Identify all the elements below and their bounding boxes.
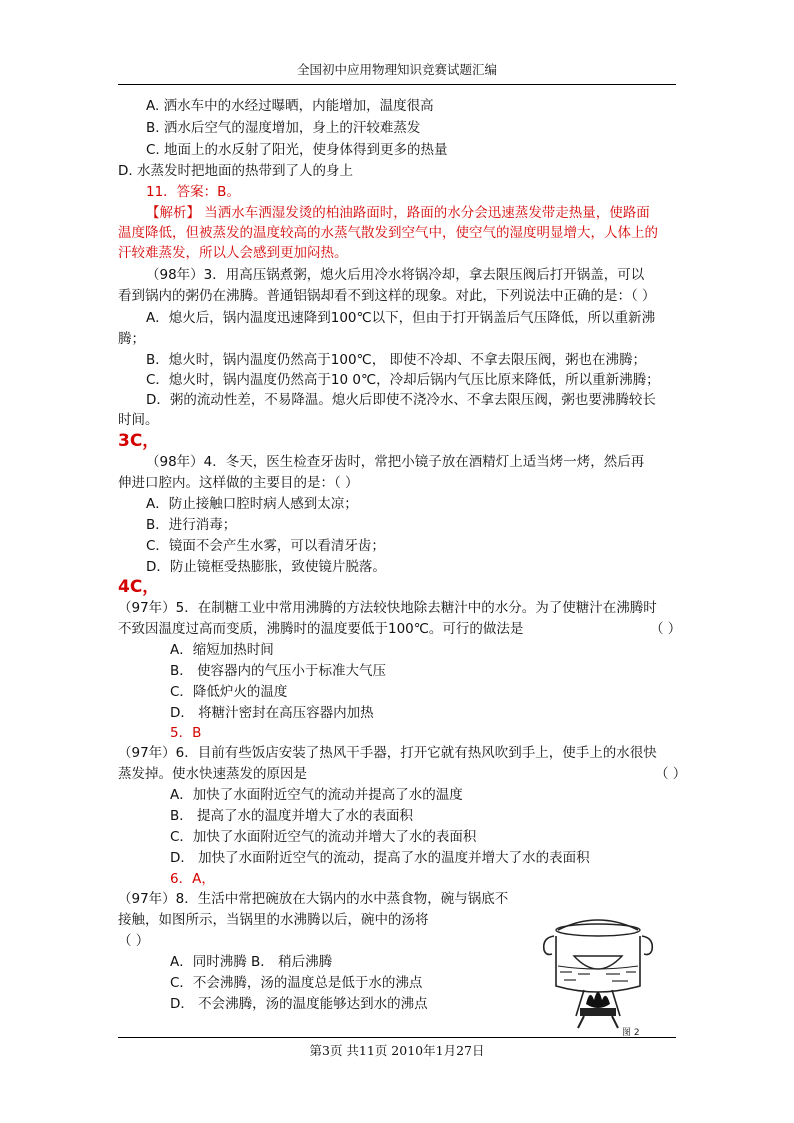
q5-option-c: C．降低炉火的温度 <box>170 684 288 700</box>
q4-stem-line-2: 伸进口腔内。这样做的主要目的是：（ ） <box>118 475 359 491</box>
q5-option-a: A．缩短加热时间 <box>170 642 274 658</box>
q6-stem-line-2: 蒸发掉。使水快速蒸发的原因是 <box>118 766 307 782</box>
q4-option-d: D．防止镜框受热膨胀，致使镜片脱落。 <box>146 559 386 575</box>
q8-stem-line-3: （ ） <box>118 933 150 949</box>
q6-answer-bracket: （ ） <box>655 766 687 782</box>
q5-option-d: D． 将糖汁密封在高压容器内加热 <box>170 705 374 721</box>
q5-answer-bracket: （ ） <box>650 621 682 637</box>
q6-option-a: A．加快了水面附近空气的流动并提高了水的温度 <box>170 787 463 803</box>
q8-option-d: D． 不会沸腾，汤的温度能够达到水的沸点 <box>170 996 428 1012</box>
q5-stem-line-1: （97年）5．在制糖工业中常用沸腾的方法较快地除去糖汁中的水分。为了使糖汁在沸腾时 <box>118 600 657 616</box>
q4-option-b: B．进行消毒； <box>146 517 237 533</box>
q6-option-b: B． 提高了水的温度并增大了水的表面积 <box>170 808 414 824</box>
q5-option-b: B． 使容器内的气压小于标准大气压 <box>170 663 387 679</box>
q8-stem-line-1: （97年）8．生活中常把碗放在大锅内的水中蒸食物，碗与锅底不 <box>118 891 509 907</box>
q3-option-b: B．熄火时，锅内温度仍然高于100℃， 即使不冷却、不拿去限压阀，粥也在沸腾； <box>146 352 646 368</box>
q3-option-d-cont: 时间。 <box>118 412 159 428</box>
pot-bowl-illustration <box>528 908 668 1038</box>
q8-option-a-b: A．同时沸腾 B． 稍后沸腾 <box>170 954 333 970</box>
q-prev-option-a: A. 洒水车中的水经过曝晒，内能增加，温度很高 <box>146 98 434 114</box>
q-prev-analysis-line-1: 【解析】 当洒水车洒湿发烫的柏油路面时，路面的水分会迅速蒸发带走热量，使路面 <box>146 205 650 221</box>
q-prev-analysis-line-2: 温度降低，但被蒸发的温度较高的水蒸气散发到空气中，使空气的湿度明显增大，人体上的 <box>118 225 658 241</box>
figure-caption: 图 2 <box>622 1028 640 1038</box>
q3-option-a-cont: 腾； <box>118 331 145 347</box>
q3-answer: 3C， <box>118 431 160 451</box>
q8-option-c: C．不会沸腾，汤的温度总是低于水的沸点 <box>170 975 423 991</box>
q4-option-c: C．镜面不会产生水雾，可以看清牙齿； <box>146 538 385 554</box>
page-header-title: 全国初中应用物理知识竞赛试题汇编 <box>296 62 497 77</box>
q4-stem-line-1: （98年）4．冬天，医生检查牙齿时，常把小镜子放在酒精灯上适当烤一烤，然后再 <box>146 454 645 470</box>
q6-stem-line-1: （97年）6．目前有些饭店安装了热风干手器，打开它就有热风吹到手上，使手上的水很快 <box>118 745 657 761</box>
q6-answer: 6．A， <box>170 871 215 887</box>
page-footer: 第3页 共11页 2010年1月27日 <box>309 1043 485 1058</box>
q3-option-a: A．熄火后，锅内温度迅速降到100℃以下，但由于打开锅盖后气压降低，所以重新沸 <box>146 310 656 326</box>
q5-stem-line-2: 不致因温度过高而变质，沸腾时的温度要低于100℃。可行的做法是 <box>118 621 524 637</box>
q-prev-answer: 11．答案：B。 <box>146 184 240 200</box>
q3-option-c: C．熄火时，锅内温度仍然高于10 0℃，冷却后锅内气压比原来降低，所以重新沸腾； <box>146 372 660 388</box>
q8-stem-line-2: 接触，如图所示，当锅里的水沸腾以后，碗中的汤将 <box>118 912 429 928</box>
q3-stem-line-2: 看到锅内的粥仍在沸腾。普通铝锅却看不到这样的现象。对此，下列说法中正确的是：（ ） <box>118 288 656 304</box>
q-prev-option-c: C. 地面上的水反射了阳光，使身体得到更多的热量 <box>146 142 448 158</box>
q4-answer: 4C， <box>118 577 160 597</box>
q5-answer: 5．B <box>170 725 202 741</box>
pot-bowl-figure <box>528 908 668 1038</box>
q-prev-analysis-line-3: 汗较难蒸发，所以人会感到更加闷热。 <box>118 245 348 261</box>
q3-option-d: D．粥的流动性差，不易降温。熄火后即使不浇冷水、不拿去限压阀，粥也要沸腾较长 <box>146 392 656 408</box>
q-prev-option-b: B. 洒水后空气的湿度增加，身上的汗较难蒸发 <box>146 120 421 136</box>
q-prev-option-d: D. 水蒸发时把地面的热带到了人的身上 <box>118 163 353 179</box>
q4-option-a: A．防止接触口腔时病人感到太凉； <box>146 496 358 512</box>
q6-option-d: D． 加快了水面附近空气的流动，提高了水的温度并增大了水的表面积 <box>170 850 590 866</box>
header-divider <box>118 84 676 85</box>
q3-stem-line-1: （98年）3．用高压锅煮粥，熄火后用冷水将锅冷却，拿去限压阀后打开锅盖，可以 <box>146 267 645 283</box>
footer-divider <box>118 1037 676 1038</box>
q6-option-c: C．加快了水面附近空气的流动并增大了水的表面积 <box>170 829 477 845</box>
